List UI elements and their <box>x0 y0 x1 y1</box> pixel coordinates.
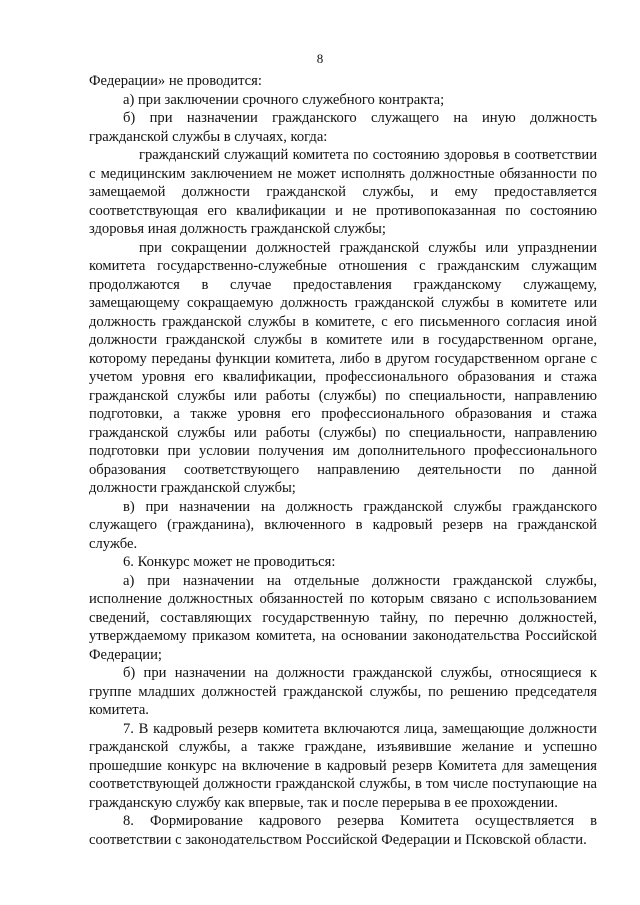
paragraph-section-7: 7. В кадровый резерв комитета включаются лица, замещающие должности гражданской службы, а также граждане, изъявившие желание и успешно прошедшие конкурс на включение в кадровый резерв Комитета для замещения соответствующей должности гражданской службы, в том числе поступающие на гражданскую службу как впервые, так и после перерыва в ее прохождении. <box>89 720 597 811</box>
page-number: 8 <box>316 51 324 66</box>
paragraph-position-reduction: при сокращении должностей гражданской службы или упразднении комитета государственно-служебные отношения с гражданским служащим продолжаются в случае предоставления гражданскому служащему, замещающему сокращаемую должность гражданской службы в комитете или должность гражданской службы в комитете, с его письменного согласия иной должности гражданской службы в комитете или в государственном органе, которому переданы функции комитета, либо в другом государственном органе с учетом уровня его квалификации, профессионального образования и стажа гражданской службы или работы (службы) по специальности, направлению подготовки, а также уровня его профессионального образования и стажа гражданской службы или работы (службы) по специальности, направлению подготовки при условии получения им дополнительного профессионального образования соответствующего направлению деятельности по данной должности гражданской службы; <box>89 239 597 496</box>
paragraph-health-condition: гражданский служащий комитета по состоянию здоровья в соответствии с медицинским заключением не может исполнять должностные обязанности по замещаемой должности гражданской службы, и ему предоставляется соответствующая его квалификации и не противопоказанная по состоянию здоровья иная должность гражданской службы; <box>89 147 597 237</box>
paragraph-continuation: Федерации» не проводится: <box>89 73 262 89</box>
paragraph-section-8: 8. Формирование кадрового резерва Комитета осуществляется в соответствии с законодательством Российской Федерации и Псковской области. <box>89 813 597 848</box>
paragraph-item-a-fixed-term-contract: а) при заключении срочного служебного контракта; <box>123 91 445 108</box>
paragraph-item-v-personnel-reserve: в) при назначении на должность гражданской службы гражданского служащего (гражданина), включенного в кадровый резерв на гражданской службе. <box>89 498 597 552</box>
paragraph-section-6-item-a: а) при назначении на отдельные должности гражданской службы, исполнение должностных обязанностей по которым связано с использованием сведений, составляющих государственную тайну, по перечню должностей, утверждаемому приказом комитета, на основании законодательства Российской Федерации; <box>89 572 597 663</box>
paragraph-item-b-other-position: б) при назначении гражданского служащего на иную должность гражданской службы в случаях, когда: <box>89 110 597 145</box>
paragraph-section-6-heading: 6. Конкурс может не проводиться: <box>123 554 336 570</box>
paragraph-section-6-item-b: б) при назначении на должности гражданской службы, относящиеся к группе младших должностей гражданской службы, по решению председателя комитета. <box>89 665 597 718</box>
document-body <box>89 72 597 849</box>
